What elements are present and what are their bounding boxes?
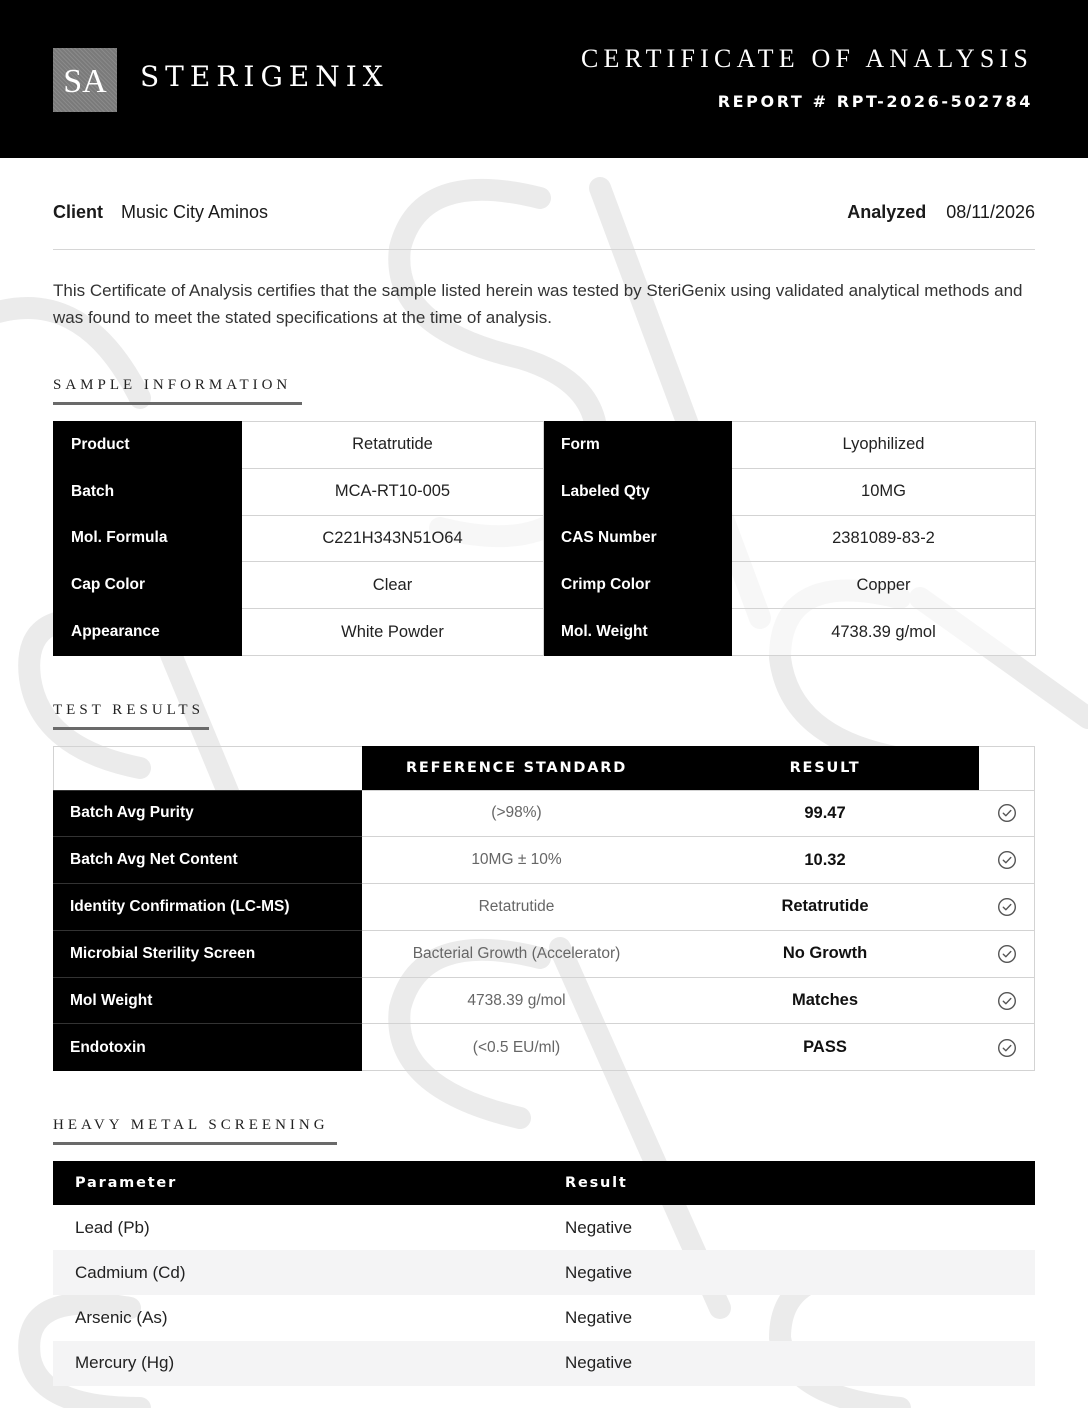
- sample-field-value: 10MG: [732, 468, 1036, 515]
- parameter-header: Parameter: [53, 1161, 543, 1205]
- check-circle-icon: [997, 1038, 1017, 1058]
- status-cell: [979, 977, 1035, 1024]
- status-cell: [979, 884, 1035, 931]
- report-number: REPORT # RPT-2026-502784: [717, 92, 1033, 111]
- status-cell: [979, 1024, 1035, 1071]
- svg-text:SA: SA: [63, 63, 107, 100]
- sample-field-value: 2381089-83-2: [732, 515, 1036, 562]
- check-circle-icon: [997, 897, 1017, 917]
- status-cell: [979, 837, 1035, 884]
- check-circle-icon: [997, 850, 1017, 870]
- client-value: Music City Aminos: [121, 202, 269, 222]
- sample-information-heading: SAMPLE INFORMATION: [53, 377, 292, 393]
- sample-field-label: Form: [544, 422, 732, 469]
- check-circle-icon: [997, 803, 1017, 823]
- reference-standard: Bacterial Growth (Accelerator): [362, 930, 671, 977]
- test-name: Microbial Sterility Screen: [53, 930, 362, 977]
- test-result: No Growth: [671, 930, 979, 977]
- test-result-row: [53, 884, 1035, 931]
- sample-row: [54, 609, 1036, 656]
- status-cell: [979, 790, 1035, 837]
- status-cell: [979, 930, 1035, 977]
- sample-field-label: Batch: [54, 468, 242, 515]
- results-header-row: [53, 746, 1035, 790]
- metal-result: Negative: [565, 1307, 633, 1327]
- heavy-metal-table: [53, 1161, 1035, 1386]
- header-blank-cell: [53, 746, 362, 790]
- sample-field-value: Copper: [732, 562, 1036, 609]
- metal-result: Negative: [565, 1217, 633, 1237]
- section-underline: [53, 402, 302, 405]
- sample-row: [54, 468, 1036, 515]
- test-results-table: [53, 746, 1035, 1071]
- client-info-row: [53, 202, 1035, 228]
- sample-field-label: Product: [54, 422, 242, 469]
- monogram-icon: [53, 48, 117, 112]
- sample-field-value: White Powder: [242, 609, 544, 656]
- sample-row: [54, 562, 1036, 609]
- metals-header-row: [53, 1161, 1035, 1205]
- sample-field-label: Crimp Color: [544, 562, 732, 609]
- test-result-row: [53, 930, 1035, 977]
- sample-row: [54, 515, 1036, 562]
- sample-field-value: Clear: [242, 562, 544, 609]
- test-result-row: [53, 977, 1035, 1024]
- check-circle-icon: [997, 991, 1017, 1011]
- test-result: Retatrutide: [671, 884, 979, 931]
- reference-standard-header: REFERENCE STANDARD: [362, 746, 671, 790]
- test-result: PASS: [671, 1024, 979, 1071]
- metal-parameter: Arsenic (As): [75, 1307, 168, 1327]
- analyzed-label: Analyzed: [847, 202, 927, 222]
- test-result-row: [53, 790, 1035, 837]
- test-name: Mol Weight: [53, 977, 362, 1024]
- reference-standard: 4738.39 g/mol: [362, 977, 671, 1024]
- heavy-metal-heading: HEAVY METAL SCREENING: [53, 1117, 329, 1133]
- metal-parameter: Cadmium (Cd): [53, 1250, 543, 1295]
- analyzed-date: 08/11/2026: [946, 202, 1035, 222]
- metal-row: [53, 1295, 1035, 1340]
- sample-field-value: Lyophilized: [732, 422, 1036, 469]
- sample-field-label: Labeled Qty: [544, 468, 732, 515]
- sample-field-value: Retatrutide: [242, 422, 544, 469]
- metal-result: Negative: [543, 1341, 1035, 1386]
- metal-parameter: Lead (Pb): [75, 1217, 150, 1237]
- metal-row: [53, 1341, 1035, 1386]
- result-header: RESULT: [671, 746, 979, 790]
- sample-row: [54, 422, 1036, 469]
- test-result-row: [53, 837, 1035, 884]
- test-name: Endotoxin: [53, 1024, 362, 1071]
- company-logo: [53, 48, 117, 112]
- sample-field-label: Cap Color: [54, 562, 242, 609]
- metal-result-header: Result: [543, 1161, 1035, 1205]
- header-blank-cell: [979, 746, 1035, 790]
- test-results-heading: TEST RESULTS: [53, 702, 204, 718]
- sample-field-value: 4738.39 g/mol: [732, 609, 1036, 656]
- analyzed-field: [847, 202, 1035, 223]
- sample-information-table: [53, 421, 1036, 656]
- test-result: 10.32: [671, 837, 979, 884]
- divider: [53, 249, 1035, 250]
- test-name: Batch Avg Net Content: [53, 837, 362, 884]
- section-underline: [53, 727, 209, 730]
- sample-field-value: MCA-RT10-005: [242, 468, 544, 515]
- sample-field-value: C221H343N51O64: [242, 515, 544, 562]
- client-field: [53, 202, 268, 223]
- client-label: Client: [53, 202, 104, 222]
- section-underline: [53, 1142, 337, 1145]
- sample-field-label: Mol. Weight: [544, 609, 732, 656]
- test-name: Identity Confirmation (LC-MS): [53, 884, 362, 931]
- metal-result: Negative: [543, 1250, 1035, 1295]
- test-name: Batch Avg Purity: [53, 790, 362, 837]
- reference-standard: (>98%): [362, 790, 671, 837]
- metal-row: [53, 1250, 1035, 1295]
- brand-name: STERIGENIX: [140, 60, 389, 93]
- reference-standard: Retatrutide: [362, 884, 671, 931]
- test-result-row: [53, 1024, 1035, 1071]
- certification-statement: This Certificate of Analysis certifies that the sample listed herein was tested by SteriGenix using validated analytical methods and was found to meet the stated specifications at the time of analysis.: [53, 281, 1023, 327]
- metal-row: [53, 1205, 1035, 1250]
- test-result: Matches: [671, 977, 979, 1024]
- sample-field-label: CAS Number: [544, 515, 732, 562]
- report-header: [0, 0, 1088, 158]
- reference-standard: (<0.5 EU/ml): [362, 1024, 671, 1071]
- metal-parameter: Mercury (Hg): [53, 1341, 543, 1386]
- sample-field-label: Mol. Formula: [54, 515, 242, 562]
- check-circle-icon: [997, 944, 1017, 964]
- sample-field-label: Appearance: [54, 609, 242, 656]
- reference-standard: 10MG ± 10%: [362, 837, 671, 884]
- certificate-title: CERTIFICATE OF ANALYSIS: [580, 44, 1033, 73]
- test-result: 99.47: [671, 790, 979, 837]
